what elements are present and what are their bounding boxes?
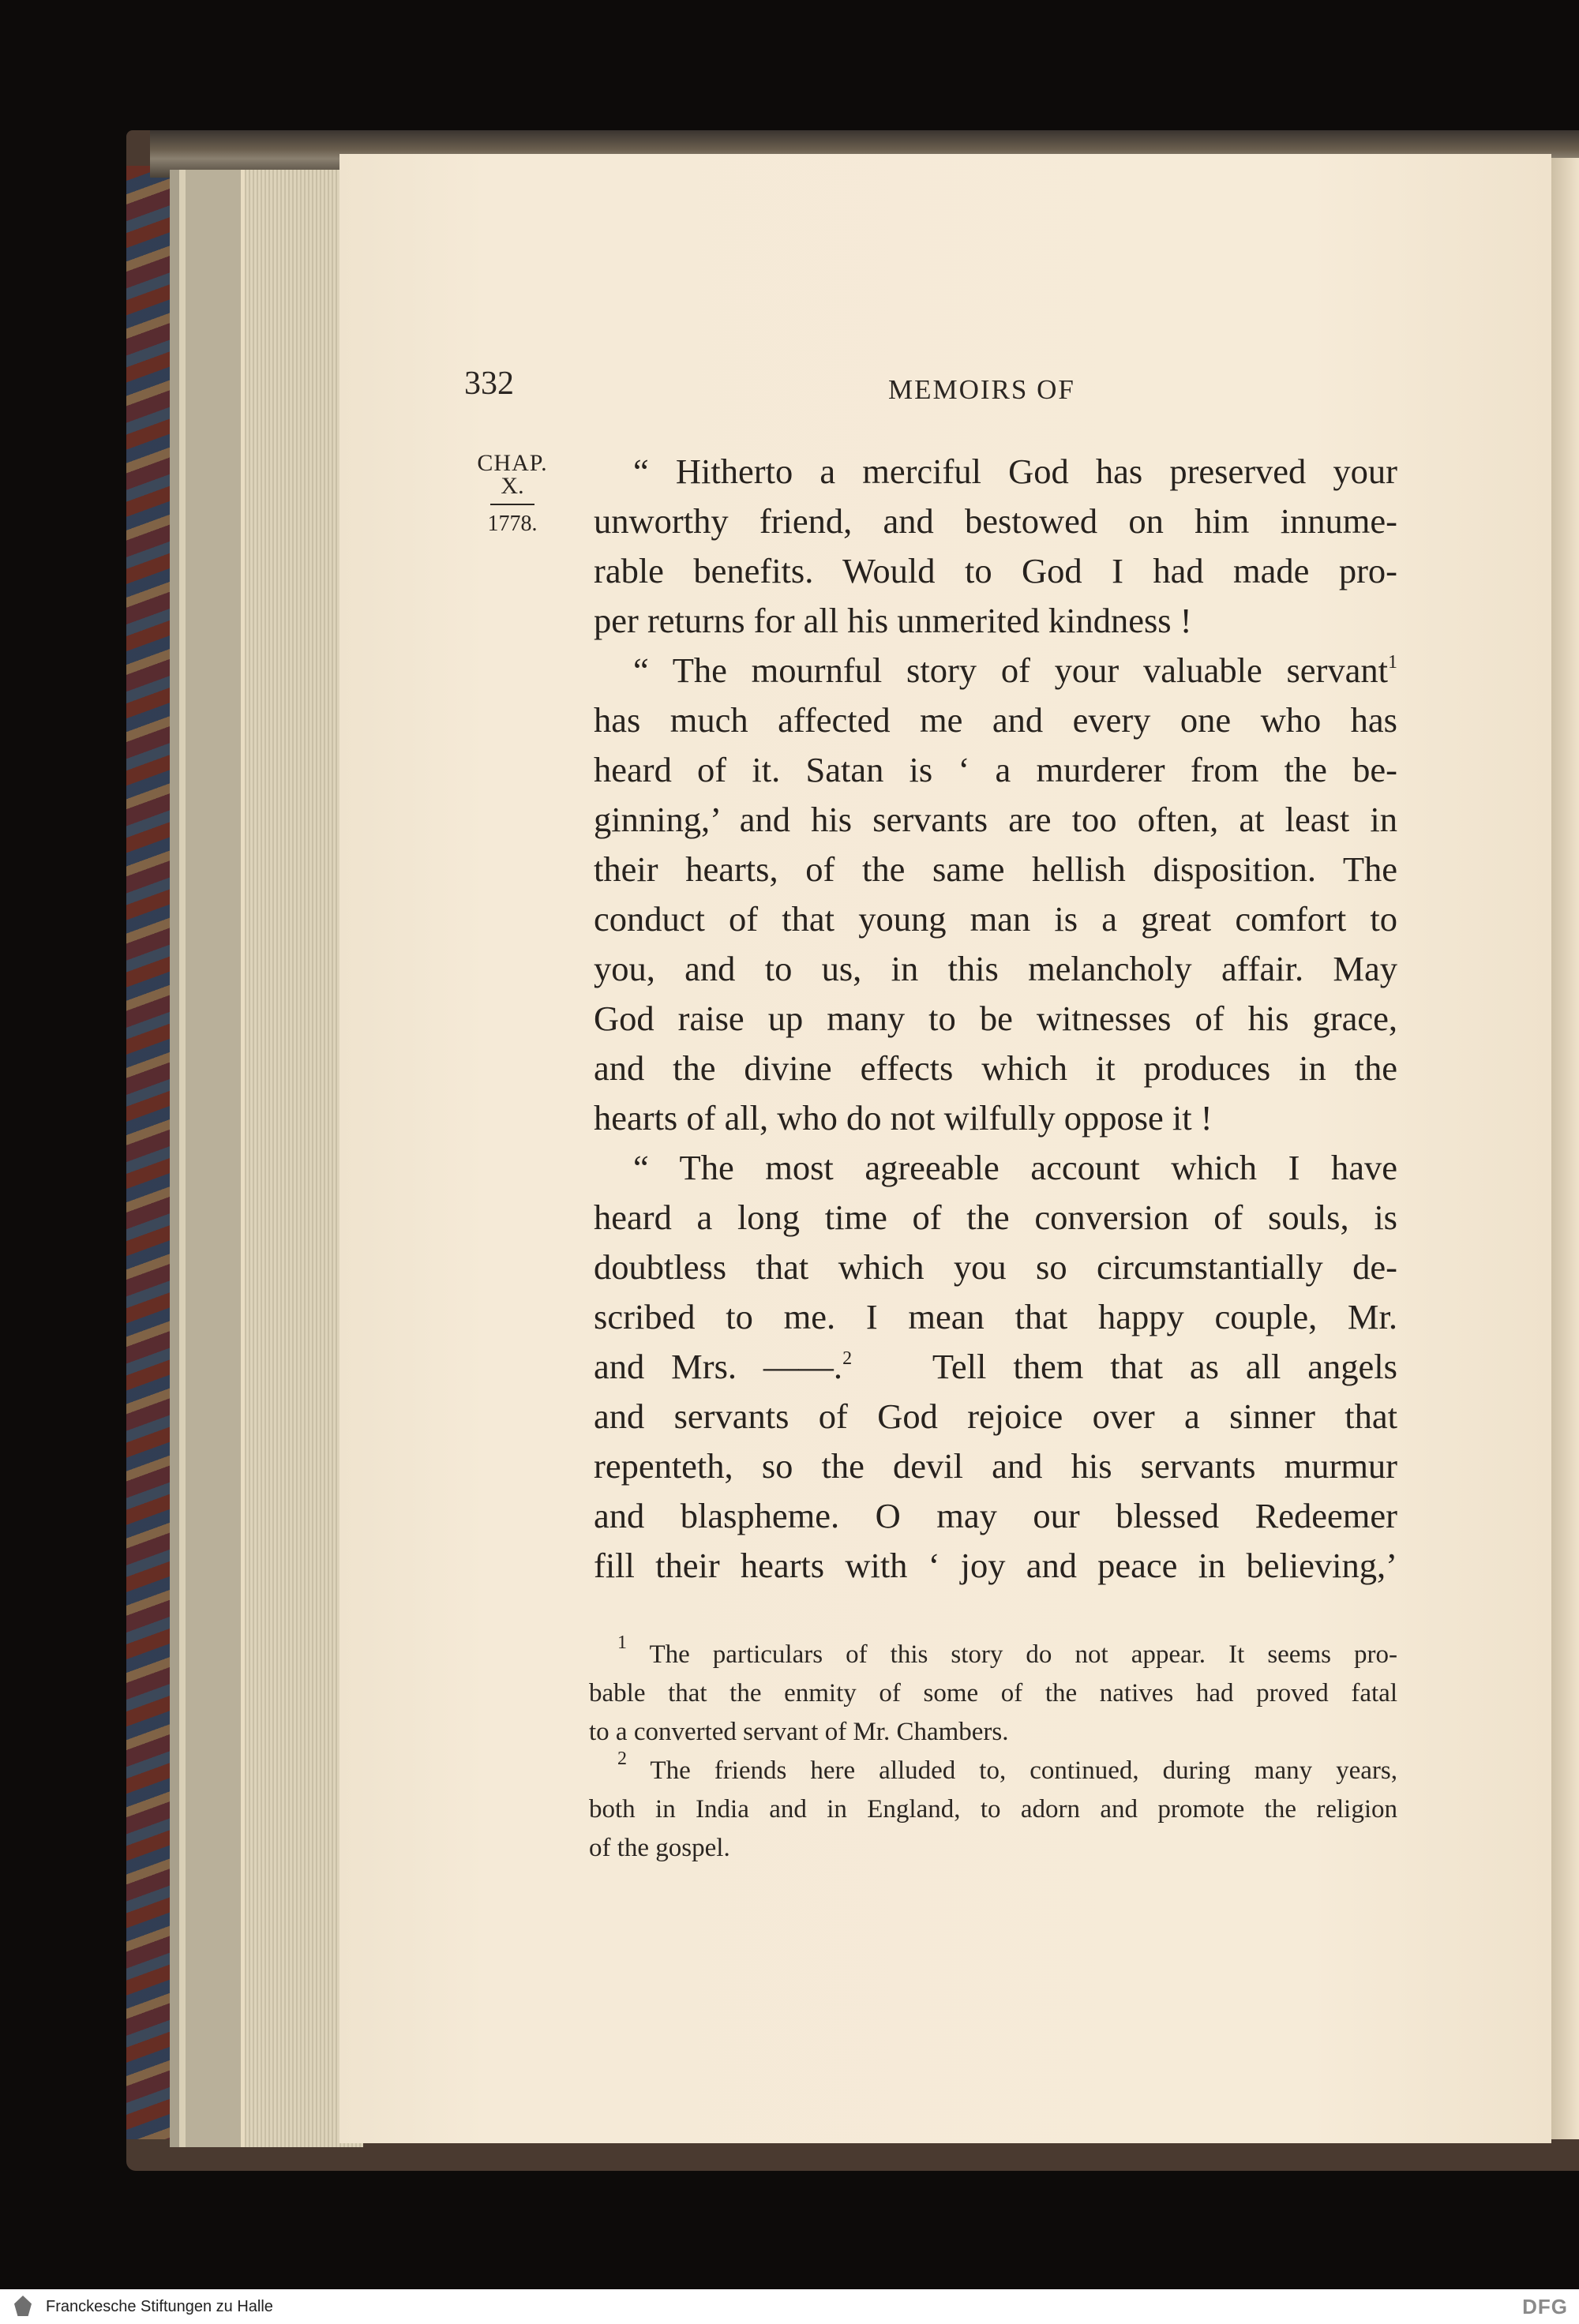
text-line-content: Tell them that as all angels	[932, 1347, 1397, 1386]
text-line: fill their hearts with ‘ joy and peace in believing,’	[594, 1546, 1397, 1585]
text-line: hearts of all, who do not wilfully oppose it !	[594, 1098, 1213, 1138]
text-line: unworthy friend, and bestowed on him innume-	[594, 501, 1397, 541]
text-line: heard a long time of the conversion of souls, is	[594, 1198, 1397, 1237]
margin-year: 1778.	[487, 512, 538, 536]
footnote-line-content: The friends here alluded to, continued, during many years,	[650, 1756, 1397, 1785]
margin-chapter-number: X.	[501, 473, 524, 499]
text-line-content: “ The mournful story of your valuable servant	[633, 650, 1388, 690]
page-number: 332	[464, 365, 514, 402]
footnote-ref-2: 2	[842, 1348, 853, 1369]
margin-chapter-label: CHAP.	[477, 450, 548, 476]
text-line	[594, 646, 1397, 695]
text-line: per returns for all his unmerited kindness !	[594, 601, 1192, 640]
text-line: and the divine effects which it produces in the	[594, 1048, 1397, 1088]
text-line: ginning,’ and his servants are too often, at least in	[594, 800, 1397, 839]
institution-logo-icon	[14, 2296, 32, 2316]
margin-note	[466, 452, 559, 535]
marbled-edge	[126, 166, 174, 2139]
text-line: and servants of God rejoice over a sinner that	[594, 1396, 1397, 1436]
source-credit: Franckesche Stiftungen zu Halle	[46, 2298, 273, 2315]
text-line: their hearts, of the same hellish disposition. The	[594, 849, 1397, 889]
text-line: conduct of that young man is a great comfort to	[594, 899, 1397, 939]
text-line: scribed to me. I mean that happy couple, Mr.	[594, 1297, 1397, 1336]
footnote-line: of the gospel.	[589, 1834, 730, 1862]
margin-rule	[490, 504, 534, 505]
text-line: “ Hitherto a merciful God has preserved your	[633, 452, 1397, 491]
body-text	[594, 447, 1397, 1591]
footnote-line	[589, 1749, 1397, 1790]
text-line	[594, 1342, 1397, 1392]
facing-page-edge	[1551, 158, 1579, 2139]
text-line: has much affected me and every one who has	[594, 700, 1397, 740]
running-head: MEMOIRS OF	[888, 374, 1075, 405]
text-line: God raise up many to be witnesses of his grace,	[594, 999, 1397, 1038]
text-line: and blaspheme. O may our blessed Redeemer	[594, 1496, 1397, 1535]
text-line: rable benefits. Would to God I had made pro-	[594, 551, 1397, 590]
text-line: repenteth, so the devil and his servants murmur	[594, 1446, 1397, 1486]
dfg-logo: DFG	[1522, 2295, 1568, 2318]
footnote-line: to a converted servant of Mr. Chambers.	[589, 1718, 1009, 1746]
footnote-ref-1: 1	[1388, 652, 1397, 673]
text-line: “ The most agreeable account which I have	[633, 1148, 1397, 1187]
footnote-mark-1: 1	[617, 1632, 627, 1653]
text-line: heard of it. Satan is ‘ a murderer from the be-	[594, 750, 1397, 789]
text-line-content: and Mrs. ——.	[594, 1347, 843, 1386]
footnote-line	[589, 1632, 1397, 1674]
footnote-2	[589, 1749, 1397, 1868]
footer-bar	[0, 2289, 1579, 2324]
footnote-line-content: The particulars of this story do not appear. It seems pro-	[649, 1640, 1397, 1669]
footnote-line: both in India and in England, to adorn and promote the religion	[589, 1795, 1397, 1824]
footnote-mark-2: 2	[617, 1749, 627, 1769]
text-line: doubtless that which you so circumstantially de-	[594, 1247, 1397, 1287]
footnote-1	[589, 1632, 1397, 1752]
footnote-line: bable that the enmity of some of the natives had proved fatal	[589, 1679, 1397, 1707]
footnotes	[589, 1632, 1397, 1868]
text-line: you, and to us, in this melancholy affair. May	[594, 949, 1397, 988]
